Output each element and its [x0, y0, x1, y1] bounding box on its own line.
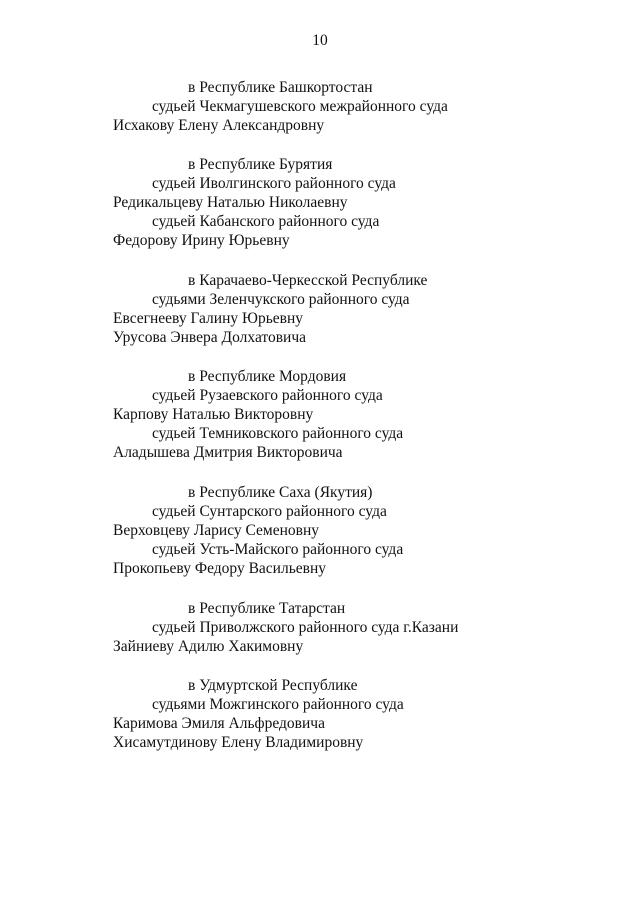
- court-line: судьями Можгинского районного суда: [152, 696, 404, 713]
- region-heading: в Республике Башкортостан: [188, 79, 373, 96]
- court-line: судьей Темниковского районного суда: [152, 425, 404, 442]
- judge-name: Аладышева Дмитрия Викторовича: [113, 444, 343, 461]
- region-heading: в Республике Бурятия: [188, 156, 333, 173]
- judge-name: Каримова Эмиля Альфредовича: [113, 715, 325, 732]
- judge-name: Хисамутдинову Елену Владимировну: [113, 734, 364, 751]
- judge-name: Верховцеву Ларису Семеновну: [113, 522, 320, 539]
- region-heading: в Карачаево-Черкесской Республике: [188, 272, 428, 289]
- judge-name: Карпову Наталью Викторовну: [113, 406, 314, 423]
- judge-name: Евсегнееву Галину Юрьевну: [113, 310, 304, 327]
- region-heading: в Удмуртской Республике: [188, 677, 358, 694]
- judge-name: Исхакову Елену Александровну: [113, 117, 325, 134]
- court-line: судьей Иволгинского районного суда: [152, 175, 396, 192]
- page-number: 10: [312, 32, 328, 49]
- judge-name: Урусова Энвера Долхатовича: [113, 329, 307, 346]
- judge-name: Федорову Ирину Юрьевну: [113, 232, 290, 249]
- court-line: судьями Зеленчукского районного суда: [152, 291, 410, 308]
- court-line: судьей Рузаевского районного суда: [152, 387, 383, 404]
- region-heading: в Республике Мордовия: [188, 368, 347, 385]
- court-line: судьей Чекмагушевского межрайонного суда: [152, 98, 448, 115]
- court-line: судьей Сунтарского районного суда: [152, 503, 387, 520]
- judge-name: Зайниеву Адилю Хакимовну: [113, 638, 304, 655]
- court-line: судьей Усть-Майского районного суда: [152, 541, 404, 558]
- region-heading: в Республике Саха (Якутия): [188, 484, 373, 501]
- judge-name: Редикальцеву Наталью Николаевну: [113, 194, 348, 211]
- region-heading: в Республике Татарстан: [188, 600, 346, 617]
- judge-name: Прокопьеву Федору Васильевну: [113, 560, 327, 577]
- court-line: судьей Кабанского районного суда: [152, 213, 380, 230]
- court-line: судьей Приволжского районного суда г.Казани: [152, 619, 459, 636]
